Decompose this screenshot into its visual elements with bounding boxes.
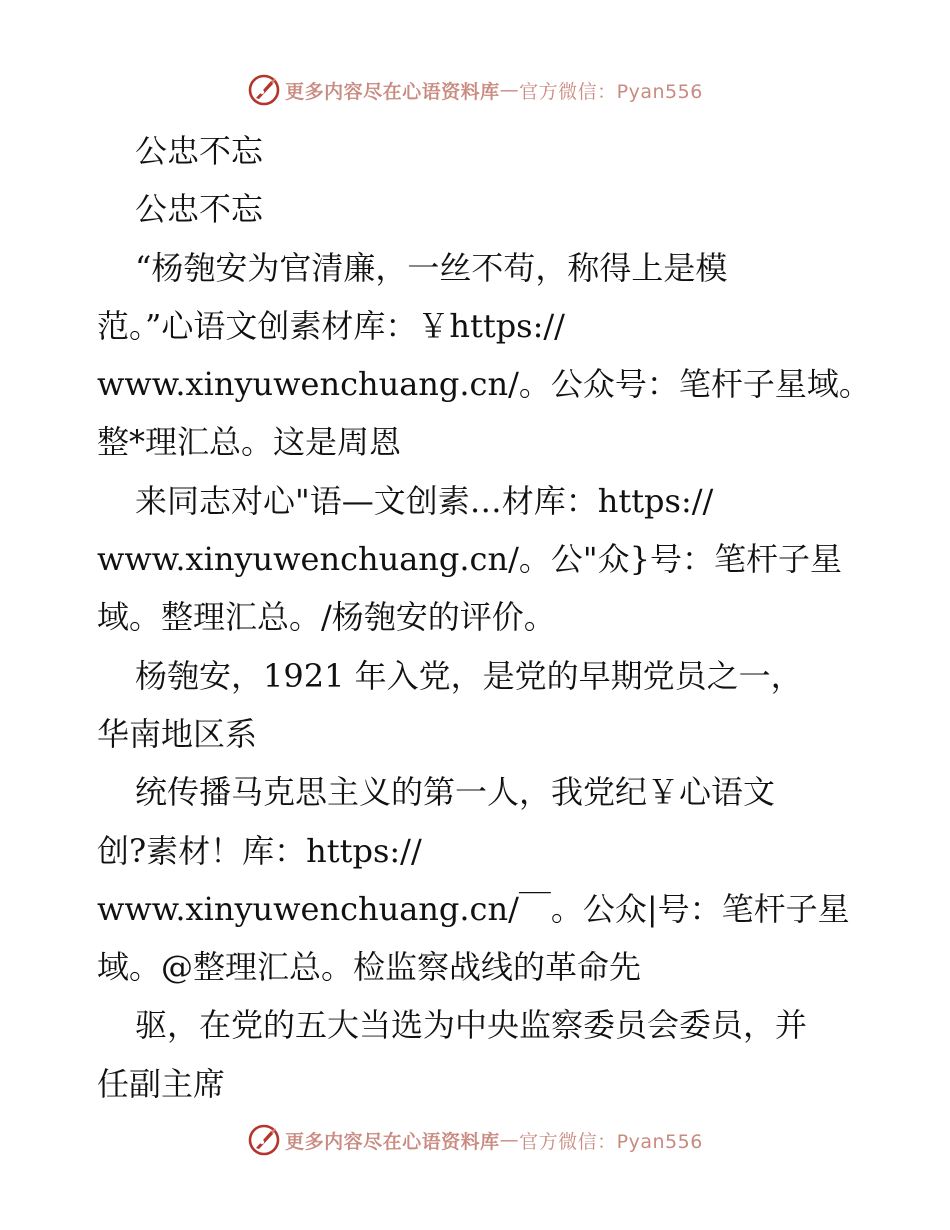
banner-separator: —: [499, 1129, 520, 1151]
text-line: 杨匏安，1921 年入党，是党的早期党员之一，: [135, 656, 803, 695]
footer-banner: [0, 1120, 950, 1160]
text-line: 华南地区系: [97, 714, 258, 753]
header-banner: [0, 70, 950, 110]
body-text: [97, 122, 871, 1113]
text-line: 整*理汇总。这是周恩: [97, 423, 402, 462]
banner-site-text: 更多内容尽在心语资料库: [285, 1130, 500, 1153]
feather-pen-logo-icon: [247, 73, 281, 107]
text-line: 统传播马克思主义的第一人，我党纪￥心语文: [135, 773, 776, 812]
banner-wechat-text: 官方微信：Pyan556: [519, 80, 703, 103]
text-line: 域。整理汇总。/杨匏安的评价。: [97, 598, 556, 637]
text-line: 创?素材！库：https://: [97, 831, 422, 870]
text-line: 域。@整理汇总。检监察战线的革命先: [97, 948, 642, 987]
text-line: 任副主席: [97, 1064, 226, 1103]
text-line: 范。”心语文创素材库：￥https://: [97, 306, 565, 345]
text-line: 公忠不忘: [135, 190, 264, 229]
banner-separator: —: [499, 79, 520, 101]
text-line: 来同志对心"语—文创素…材库：https://: [135, 481, 714, 520]
banner-wechat-text: 官方微信：Pyan556: [519, 1130, 703, 1153]
text-line: www.xinyuwenchuang.cn/￣。公众|号：笔杆子星: [97, 889, 850, 928]
text-line: “杨匏安为官清廉，一丝不苟，称得上是模: [135, 248, 728, 287]
text-line: 公忠不忘: [135, 132, 264, 170]
text-line: www.xinyuwenchuang.cn/。公众号：笔杆子星域。: [97, 365, 871, 404]
feather-pen-logo-icon: [247, 1123, 281, 1157]
banner-site-text: 更多内容尽在心语资料库: [285, 80, 500, 103]
text-line: www.xinyuwenchuang.cn/。公"众}号：笔杆子星: [97, 540, 842, 579]
text-line: 驱，在党的五大当选为中央监察委员会委员，并: [135, 1006, 808, 1045]
